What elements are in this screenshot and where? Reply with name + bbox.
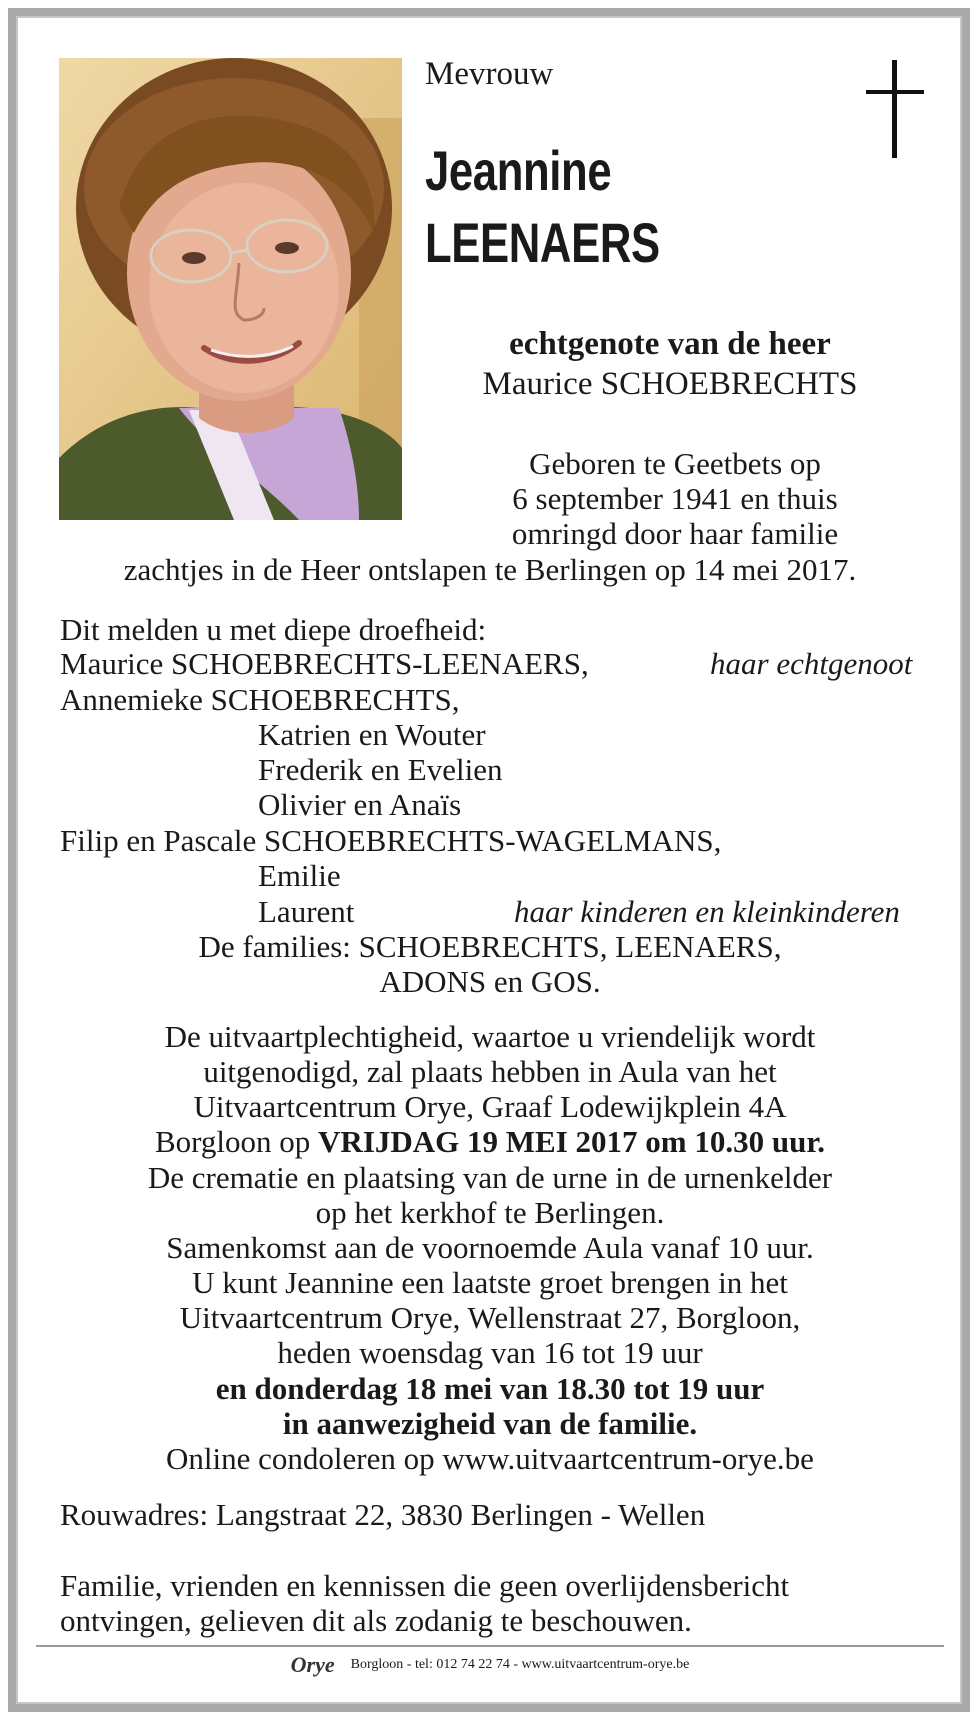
birth-line-1: Geboren te Geetbets op (529, 446, 821, 481)
ceremony-date: VRIJDAG 19 MEI 2017 om 10.30 uur. (318, 1124, 825, 1159)
ceremony-date-line (40, 1124, 940, 1160)
mourner-line: Laurent (258, 894, 355, 929)
footer (0, 1652, 980, 1677)
ceremony-line: uitgenodigd, zal plaats hebben in Aula van het (203, 1054, 777, 1089)
ceremony-line: Uitvaartcentrum Orye, Graaf Lodewijkplein 4A (193, 1089, 787, 1124)
ceremony-line: U kunt Jeannine een laatste groet brengen in het (192, 1265, 788, 1300)
mourner-line: Maurice SCHOEBRECHTS-LEENAERS, (60, 646, 589, 681)
mourner-line: Filip en Pascale SCHOEBRECHTS-WAGELMANS, (60, 823, 722, 858)
closing-line-2: ontvingen, gelieven dit als zodanig te beschouwen. (60, 1603, 692, 1638)
footer-text: Borgloon - tel: 012 74 22 74 - www.uitvaartcentrum-orye.be (350, 1657, 690, 1672)
online-condolence-line: Online condoleren op www.uitvaartcentrum-orye.be (166, 1441, 814, 1476)
mourning-address: Rouwadres: Langstraat 22, 3830 Berlingen - Wellen (60, 1497, 706, 1532)
ceremony-line: op het kerkhof te Berlingen. (315, 1195, 665, 1230)
closing-line-1: Familie, vrienden en kennissen die geen overlijdensbericht (60, 1568, 790, 1603)
ceremony-date-prefix: Borgloon op (154, 1124, 319, 1159)
families-line-2: ADONS en GOS. (379, 964, 601, 999)
ceremony-line: Samenkomst aan de voornoemde Aula vanaf 10 uur. (166, 1230, 814, 1265)
portrait-photo (59, 58, 402, 520)
ceremony-line: De uitvaartplechtigheid, waartoe u vriendelijk wordt (164, 1019, 816, 1054)
mourner-line: Frederik en Evelien (258, 752, 503, 787)
ceremony-line: Uitvaartcentrum Orye, Wellenstraat 27, Borgloon, (179, 1300, 801, 1335)
ceremony-line: De crematie en plaatsing van de urne in de urnenkelder (147, 1160, 833, 1195)
relation-children: haar kinderen en kleinkinderen (514, 894, 900, 929)
ceremony-visit-line: en donderdag 18 mei van 18.30 tot 19 uur (215, 1371, 765, 1406)
mourner-line: Emilie (258, 858, 341, 893)
ceremony-visit-line: in aanwezigheid van de familie. (282, 1406, 698, 1441)
families-line-1: De families: SCHOEBRECHTS, LEENAERS, (198, 929, 782, 964)
announcement-intro: Dit melden u met diepe droefheid: (60, 612, 487, 647)
last-name: LEENAERS (425, 211, 660, 274)
mourner-line: Olivier en Anaïs (258, 787, 462, 822)
birth-line-4: zachtjes in de Heer ontslapen te Berlingen op 14 mei 2017. (123, 552, 857, 587)
relation-spouse: haar echtgenoot (710, 646, 913, 681)
first-name: Jeannine (425, 139, 612, 202)
ceremony-line: heden woensdag van 16 tot 19 uur (277, 1335, 703, 1370)
mourner-line: Annemieke SCHOEBRECHTS, (60, 682, 460, 717)
mourner-line: Katrien en Wouter (258, 717, 486, 752)
cross-icon (866, 60, 924, 160)
birth-line-3: omringd door haar familie (511, 516, 839, 551)
salutation: Mevrouw (425, 56, 554, 92)
orye-logo: Orye (290, 1652, 335, 1677)
spouse-line-1: echtgenote van de heer (509, 326, 831, 362)
spouse-line-2: Maurice SCHOEBRECHTS (482, 366, 858, 402)
birth-line-2: 6 september 1941 en thuis (512, 481, 838, 516)
footer-divider (36, 1645, 944, 1647)
